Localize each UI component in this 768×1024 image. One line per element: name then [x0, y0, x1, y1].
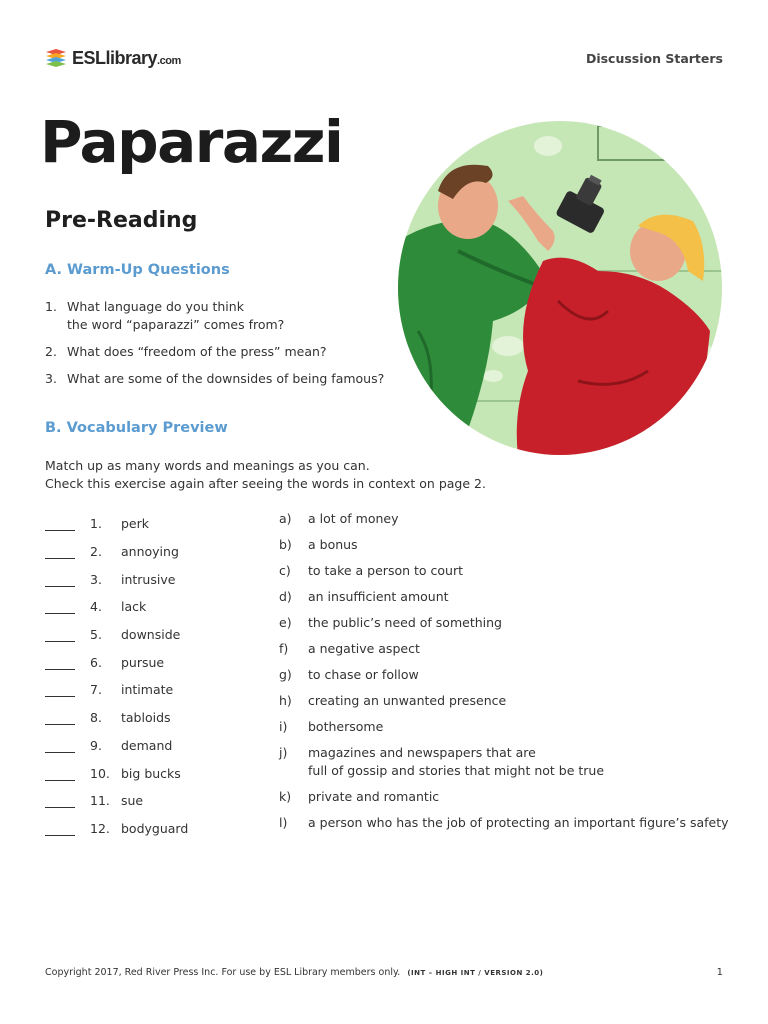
word-number: 9. [90, 737, 102, 753]
definition-text: a lot of money [308, 511, 399, 526]
word-list [45, 510, 275, 842]
word-number: 12. [90, 820, 110, 836]
word-row [45, 787, 275, 815]
definition-letter: f) [279, 641, 289, 656]
question-item [45, 370, 385, 388]
category-label: Discussion Starters [585, 51, 723, 66]
definition-letter: h) [279, 693, 292, 708]
word-text: tabloids [121, 710, 171, 726]
word-number: 10. [90, 765, 110, 781]
word-text: big bucks [121, 765, 181, 781]
definition-text: a bonus [308, 537, 358, 552]
copyright-text: Copyright 2017, Red River Press Inc. For use by ESL Library members only. [45, 967, 401, 978]
definition-letter: b) [279, 537, 292, 552]
word-row [45, 565, 275, 593]
word-row [45, 593, 275, 621]
definition-row [279, 640, 729, 658]
word-text: downside [121, 627, 181, 643]
logo-text: ESLlibrary.com [72, 47, 181, 68]
word-row [45, 732, 275, 760]
answer-blank[interactable] [45, 793, 75, 808]
word-row [45, 538, 275, 566]
word-text: lack [121, 599, 147, 615]
word-number: 5. [90, 627, 102, 643]
word-row [45, 676, 275, 704]
word-number: 2. [90, 544, 102, 560]
answer-blank[interactable] [45, 710, 75, 725]
word-row [45, 648, 275, 676]
question-text: What are some of the downsides of being famous? [67, 371, 385, 386]
question-text: What does “freedom of the press” mean? [67, 344, 327, 359]
word-text: annoying [121, 544, 179, 560]
definition-text: an insufficient amount [308, 589, 449, 604]
answer-blank[interactable] [45, 682, 75, 697]
word-number: 4. [90, 599, 102, 615]
definition-text: the public’s need of something [308, 615, 502, 630]
definition-letter: c) [279, 563, 291, 578]
definition-letter: a) [279, 511, 292, 526]
definition-letter: g) [279, 667, 292, 682]
word-row [45, 704, 275, 732]
answer-blank[interactable] [45, 572, 75, 587]
definition-text: creating an unwanted presence [308, 693, 507, 708]
question-item [45, 343, 385, 361]
instruction-line: Match up as many words and meanings as you can. [45, 458, 370, 473]
question-item [45, 298, 385, 334]
word-number: 1. [90, 516, 102, 532]
warm-up-questions [45, 298, 385, 397]
word-row [45, 621, 275, 649]
word-text: pursue [121, 654, 165, 670]
word-number: 6. [90, 654, 102, 670]
definition-row [279, 614, 729, 632]
book-stack-icon [44, 46, 68, 70]
definition-letter: j) [279, 745, 288, 760]
word-row [45, 510, 275, 538]
definition-row [279, 788, 729, 806]
instruction-line: Check this exercise again after seeing the words in context on page 2. [45, 476, 486, 491]
word-number: 3. [90, 571, 102, 587]
answer-blank[interactable] [45, 766, 75, 781]
definition-row [279, 666, 729, 684]
definition-letter: d) [279, 589, 292, 604]
definition-text: a person who has the job of protecting an important figure’s safety [308, 815, 729, 830]
section-b-heading: B. Vocabulary Preview [45, 420, 228, 436]
question-number: 2. [45, 344, 57, 359]
word-number: 8. [90, 710, 102, 726]
word-text: intrusive [121, 571, 176, 587]
page-number: 1 [716, 967, 723, 978]
definition-row [279, 562, 729, 580]
level-version: (INT – HIGH INT / VERSION 2.0) [407, 969, 544, 977]
definition-row [279, 744, 729, 780]
definition-text: magazines and newspapers that are full of gossip and stories that might not be true [308, 745, 605, 778]
word-text: bodyguard [121, 820, 189, 836]
definition-letter: e) [279, 615, 292, 630]
word-text: demand [121, 737, 173, 753]
question-number: 1. [45, 299, 57, 314]
definition-row [279, 692, 729, 710]
definition-letter: k) [279, 789, 292, 804]
answer-blank[interactable] [45, 627, 75, 642]
answer-blank[interactable] [45, 516, 75, 531]
answer-blank[interactable] [45, 655, 75, 670]
section-a-heading: A. Warm-Up Questions [45, 262, 230, 278]
definition-row [279, 588, 729, 606]
definition-text: to take a person to court [308, 563, 463, 578]
page-subtitle: Pre-Reading [45, 208, 198, 233]
answer-blank[interactable] [45, 738, 75, 753]
definition-row [279, 814, 729, 832]
word-row [45, 815, 275, 843]
answer-blank[interactable] [45, 599, 75, 614]
word-row [45, 759, 275, 787]
word-number: 7. [90, 682, 102, 698]
definition-text: a negative aspect [308, 641, 420, 656]
paparazzi-illustration [398, 121, 723, 456]
word-text: perk [121, 516, 150, 532]
instructions [45, 457, 486, 493]
answer-blank[interactable] [45, 821, 75, 836]
definition-text: private and romantic [308, 789, 440, 804]
definition-row [279, 536, 729, 554]
esl-library-logo[interactable] [44, 44, 181, 72]
definition-row [279, 510, 729, 528]
word-text: intimate [121, 682, 174, 698]
footer-copyright [45, 967, 543, 978]
definition-text: bothersome [308, 719, 384, 734]
question-text: What language do you think the word “paparazzi” comes from? [67, 299, 285, 332]
word-number: 11. [90, 793, 110, 809]
word-text: sue [121, 793, 144, 809]
answer-blank[interactable] [45, 544, 75, 559]
definition-row [279, 718, 729, 736]
definition-letter: l) [279, 815, 288, 830]
definition-letter: i) [279, 719, 288, 734]
definition-text: to chase or follow [308, 667, 419, 682]
definition-list [279, 510, 729, 840]
page-title: Paparazzi [40, 108, 343, 176]
question-number: 3. [45, 371, 57, 386]
